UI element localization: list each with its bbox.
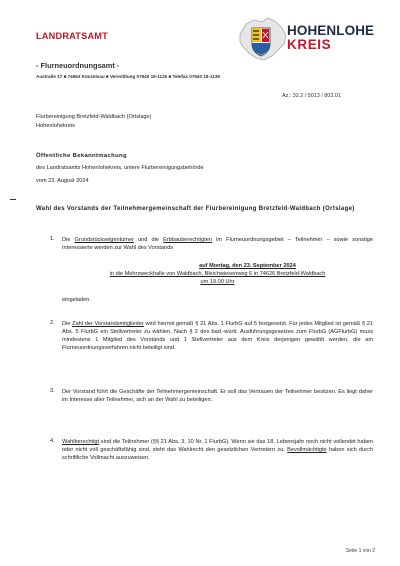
- notice-issuer: des Landratsamts Hohenlohekreis, untere Flurbereinigungsbehörde: [36, 165, 204, 171]
- item-number: 1.: [50, 236, 55, 242]
- district-map-icon: [232, 14, 292, 64]
- fold-mark: [10, 199, 16, 200]
- meeting-date: auf Montag, den 23. September 2024: [199, 263, 296, 269]
- item-1-tail: eingeladen.: [62, 297, 91, 303]
- section-heading: Wahl des Vorstands der Teilnehmergemeinschaft der Flurbereinigung Bretzfeld-Waldbach (Ortslage): [36, 206, 355, 212]
- item-2-text: Die Zahl der Vorstandsmitglieder wird hiermit gemäß § 21 Abs. 1 FlurbG auf 5 festgesetzt. Für jedes Mitglied ist gemäß § 21 Abs. 5 FlurbG ein Stellvertreter zu wählen. Nach § 2 des bad.-württ. Ausführungsgesetzes zum FlurbG (AGFlurbG) muss mindestens 1 Mitglied des Vorstands und 1 Stellvertreter aus dem Kreis derjenigen gewählt werden, die am Flurneuordnungsverfahren nicht beteiligt sind.: [62, 321, 373, 352]
- term-board-size: Zahl der Vorstandsmitglieder: [72, 321, 144, 327]
- authority-name: LANDRATSAMT: [36, 31, 108, 41]
- reference-number: Az.: 32.2 / 5013 / 803.01: [282, 93, 341, 99]
- district-name-line1: HOHENLOHE: [287, 23, 375, 38]
- item-3-text: Der Vorstand führt die Geschäfte der Teilnehmergemeinschaft. Er soll das Vertrauen der Teilnehmer besitzen. Es liegt daher im Interesse aller Teilnehmer, sich an der Wahl zu beteiligen.: [62, 389, 373, 404]
- office-name: - Flurneuordnungsamt -: [36, 61, 120, 70]
- term-eligible: Wahlberechtigt: [62, 439, 100, 445]
- item-number: 3.: [50, 388, 55, 394]
- subject-district: Hohenlohekreis: [36, 123, 75, 129]
- term-owners: Grundstückseigentümer: [74, 237, 134, 243]
- meeting-details: [62, 262, 373, 286]
- page-number: Seite 1 von 2: [345, 548, 375, 554]
- meeting-venue: in die Mehrzweckhalle von Waldbach, Bleichwiesenweg 6 in 74626 Bretzfeld-Waldbach: [109, 271, 326, 278]
- subject-procedure: Flurbereinigung Bretzfeld-Waldbach (Ortslage): [36, 114, 152, 120]
- district-name-line2: KREIS: [287, 37, 332, 52]
- term-authorized: Bevollmächtigte: [287, 447, 327, 454]
- notice-title: Öffentliche Bekanntmachung: [36, 153, 127, 159]
- item-number: 4.: [50, 438, 55, 444]
- meeting-time: um 19.00 Uhr: [200, 279, 235, 286]
- notice-date: vom 23. August 2024: [36, 178, 89, 184]
- term-leaseholders: Erbbauberechtigten: [163, 237, 212, 243]
- item-number: 2.: [50, 320, 55, 326]
- office-address: Austraße 17 ■ 74653 Künzelsau ■ Vermittlung 07940 18-1125 ■ Telefax 07940 18-1139: [36, 74, 220, 79]
- item-4-text: Wahlberechtigt sind die Teilnehmer (§§ 21 Abs. 3, 10 Nr. 1 FlurbG). Wenn sie das 18. Lebensjahr noch nicht vollendet haben oder nicht voll geschäftsfähig sind, steht das Wahlrecht den gesetzlichen Vertretern zu. Bevollmächtigte haben sich durch schriftliche Vollmacht auszuweisen.: [62, 439, 373, 462]
- item-1-text: Die Grundstückseigentümer und die Erbbauberechtigten im Flurneuordnungsgebiet – Teilnehmer – sowie sonstige Interessierte werden zur Wahl des Vorstands: [62, 237, 374, 252]
